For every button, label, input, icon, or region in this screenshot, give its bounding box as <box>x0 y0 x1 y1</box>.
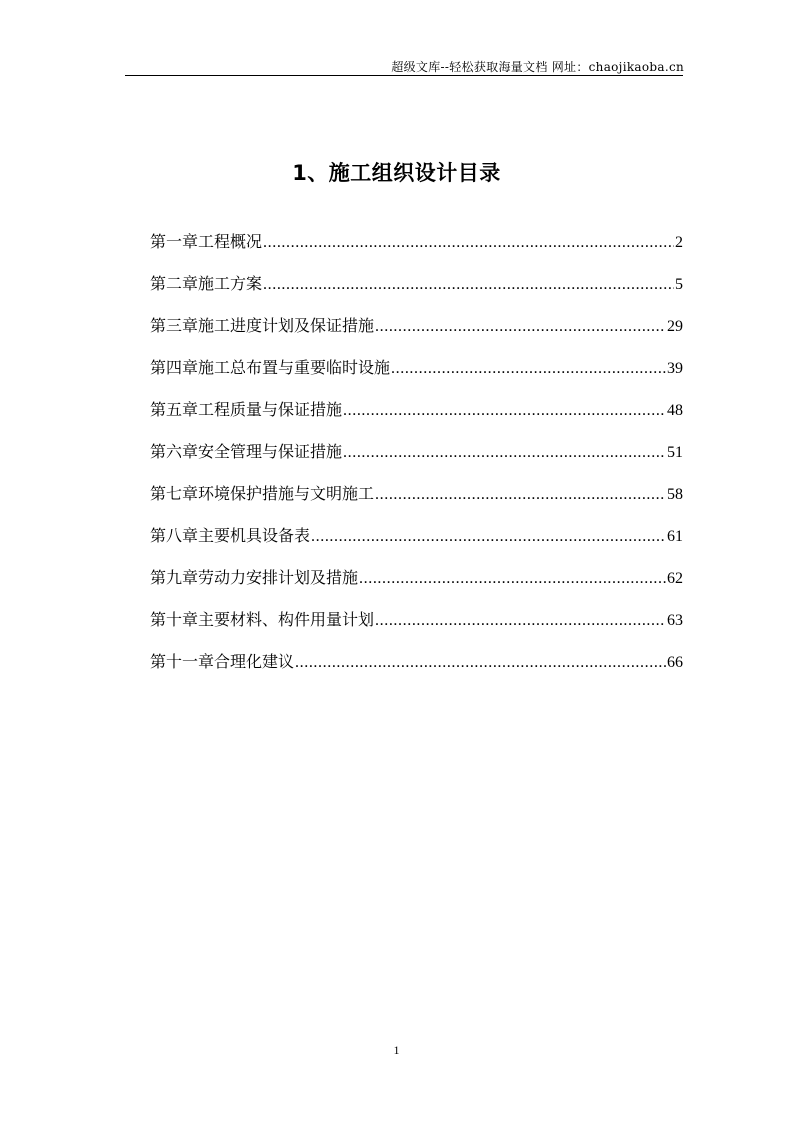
toc-entry[interactable] <box>150 519 683 561</box>
toc-dot-leader <box>375 604 666 638</box>
toc-page-number: 66 <box>667 654 683 671</box>
page-header-text: 超级文库--轻松获取海量文档 网址：chaojikaoba.cn <box>391 60 684 74</box>
toc-entry-title: 合理化建议 <box>214 652 295 671</box>
toc-dot-leader <box>295 646 666 680</box>
toc-chapter-number: 第四章 <box>150 358 199 377</box>
toc-entry[interactable] <box>150 645 683 687</box>
toc-chapter-number: 第五章 <box>150 400 199 419</box>
toc-page-number: 58 <box>667 486 683 503</box>
document-title: 1、施工组织设计目录 <box>292 161 501 186</box>
toc-page-number: 63 <box>667 612 683 629</box>
toc-entry[interactable] <box>150 267 683 309</box>
table-of-contents <box>150 225 683 687</box>
toc-entry-title: 环境保护措施与文明施工 <box>198 484 375 503</box>
toc-dot-leader <box>343 436 666 470</box>
toc-entry[interactable] <box>150 393 683 435</box>
toc-chapter-number: 第十一章 <box>150 652 215 671</box>
toc-entry-title: 主要材料、构件用量计划 <box>198 610 375 629</box>
toc-dot-leader <box>263 226 674 260</box>
toc-dot-leader <box>263 268 674 302</box>
toc-dot-leader <box>311 520 666 554</box>
toc-entry-title: 施工进度计划及保证措施 <box>198 316 375 335</box>
toc-entry[interactable] <box>150 561 683 603</box>
toc-entry[interactable] <box>150 435 683 477</box>
toc-entry-title: 工程质量与保证措施 <box>198 400 343 419</box>
toc-entry[interactable] <box>150 477 683 519</box>
toc-dot-leader <box>375 478 666 512</box>
toc-entry-title: 主要机具设备表 <box>198 526 311 545</box>
toc-chapter-number: 第十章 <box>150 610 199 629</box>
page-number-footer: 1 <box>393 1043 400 1057</box>
toc-page-number: 29 <box>667 318 683 335</box>
header-rule <box>125 75 683 76</box>
toc-chapter-number: 第八章 <box>150 526 199 545</box>
toc-chapter-number: 第二章 <box>150 274 199 293</box>
toc-chapter-number: 第三章 <box>150 316 199 335</box>
toc-entry[interactable] <box>150 225 683 267</box>
toc-chapter-number: 第六章 <box>150 442 199 461</box>
toc-chapter-number: 第九章 <box>150 568 199 587</box>
toc-page-number: 2 <box>675 234 683 251</box>
toc-entry-title: 工程概况 <box>198 232 263 251</box>
toc-entry-title: 安全管理与保证措施 <box>198 442 343 461</box>
toc-entry[interactable] <box>150 309 683 351</box>
toc-page-number: 61 <box>667 528 683 545</box>
toc-entry[interactable] <box>150 603 683 645</box>
toc-entry-title: 施工总布置与重要临时设施 <box>198 358 391 377</box>
toc-dot-leader <box>343 394 666 428</box>
toc-dot-leader <box>375 310 666 344</box>
toc-entry-title: 劳动力安排计划及措施 <box>198 568 359 587</box>
toc-page-number: 5 <box>675 276 683 293</box>
toc-page-number: 51 <box>667 444 683 461</box>
toc-entry[interactable] <box>150 351 683 393</box>
toc-page-number: 62 <box>667 570 683 587</box>
toc-dot-leader <box>359 562 666 596</box>
toc-chapter-number: 第七章 <box>150 484 199 503</box>
toc-entry-title: 施工方案 <box>198 274 263 293</box>
toc-dot-leader <box>391 352 666 386</box>
toc-chapter-number: 第一章 <box>150 232 199 251</box>
toc-page-number: 48 <box>667 402 683 419</box>
toc-page-number: 39 <box>667 360 683 377</box>
